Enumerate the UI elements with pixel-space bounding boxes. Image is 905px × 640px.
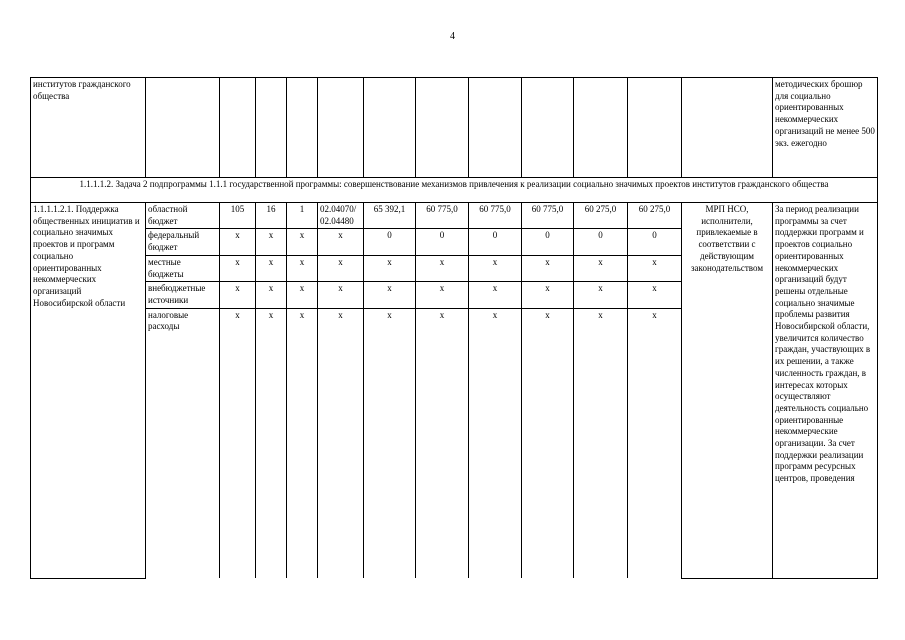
value-cell: x — [416, 282, 469, 308]
value-cell: x — [220, 282, 256, 308]
value-cell: x — [256, 308, 287, 578]
value-cell: x — [287, 255, 318, 281]
value-cell: 60 775,0 — [416, 203, 469, 229]
value-cell: x — [318, 255, 364, 281]
task-title: 1.1.1.1.2. Задача 2 подпрограммы 1.1.1 государственной программы: совершенствование механизмов привлечения к реализации социально значимых проектов институтов гражданского общества — [31, 178, 878, 203]
executor-cell: МРП НСО, исполнители, привлекаемые в соответствии с действующим законодательством — [682, 203, 773, 579]
table-row — [31, 203, 878, 229]
value-cell: 16 — [256, 203, 287, 229]
value-cell: x — [318, 229, 364, 255]
value-cell: x — [522, 282, 574, 308]
value-cell: x — [628, 282, 682, 308]
value-cell: x — [416, 255, 469, 281]
result-cell: За период реализации программы за счет поддержки программ и проектов социально ориентированных некоммерческих организаций будут решены отдельные социально значимые проблемы развития Новосибирской области, увеличится количество граждан, участвующих в их решении, а также численность граждан, в интересах которых осуществляют деятельность социально ориентированные некоммерческие организации. За счет поддержки реализации программ ресурсных центров, проведения — [773, 203, 878, 579]
value-cell: 1 — [287, 203, 318, 229]
value-cell: x — [256, 282, 287, 308]
source-cell: областной бюджет — [146, 203, 220, 229]
value-cell: 0 — [469, 229, 522, 255]
task-row — [31, 178, 878, 203]
value-cell: x — [220, 255, 256, 281]
value-cell: 105 — [220, 203, 256, 229]
value-cell: x — [416, 308, 469, 578]
value-cell: 0 — [522, 229, 574, 255]
value-cell: x — [469, 282, 522, 308]
table-row — [31, 78, 878, 178]
value-cell: x — [287, 308, 318, 578]
value-cell: 65 392,1 — [364, 203, 416, 229]
value-cell: x — [469, 255, 522, 281]
value-cell: 0 — [628, 229, 682, 255]
value-cell: x — [574, 308, 628, 578]
value-cell: x — [574, 255, 628, 281]
value-cell: 60 775,0 — [469, 203, 522, 229]
value-cell: x — [318, 282, 364, 308]
value-cell: x — [287, 229, 318, 255]
value-cell: 0 — [416, 229, 469, 255]
code-cell: 02.04070/ 02.04480 — [318, 203, 364, 229]
source-cell: местные бюджеты — [146, 255, 220, 281]
source-cell: налоговые расходы — [146, 308, 220, 578]
value-cell: x — [522, 255, 574, 281]
value-cell: x — [574, 282, 628, 308]
value-cell: 60 275,0 — [628, 203, 682, 229]
row-note-cell: методических брошюр для социально ориентированных некоммерческих организаций не менее 500 экз. ежегодно — [773, 78, 878, 178]
value-cell: x — [287, 282, 318, 308]
value-cell: x — [256, 255, 287, 281]
value-cell: x — [628, 308, 682, 578]
value-cell: 0 — [364, 229, 416, 255]
row-name-cell: институтов гражданского общества — [31, 78, 146, 178]
value-cell: x — [220, 229, 256, 255]
value-cell: x — [256, 229, 287, 255]
value-cell: x — [364, 255, 416, 281]
value-cell: x — [364, 308, 416, 578]
source-cell: федеральный бюджет — [146, 229, 220, 255]
page-number: 4 — [450, 31, 455, 42]
activity-name: 1.1.1.1.2.1. Поддержка общественных инициатив и социально значимых проектов и программ социально ориентированных некоммерческих организаций Новосибирской области — [31, 203, 146, 579]
value-cell: x — [220, 308, 256, 578]
source-cell: внебюджетные источники — [146, 282, 220, 308]
value-cell: 60 275,0 — [574, 203, 628, 229]
value-cell: x — [522, 308, 574, 578]
value-cell: x — [628, 255, 682, 281]
value-cell: 60 775,0 — [522, 203, 574, 229]
value-cell: x — [364, 282, 416, 308]
value-cell: x — [469, 308, 522, 578]
program-table — [30, 77, 878, 579]
value-cell: 0 — [574, 229, 628, 255]
value-cell: x — [318, 308, 364, 578]
